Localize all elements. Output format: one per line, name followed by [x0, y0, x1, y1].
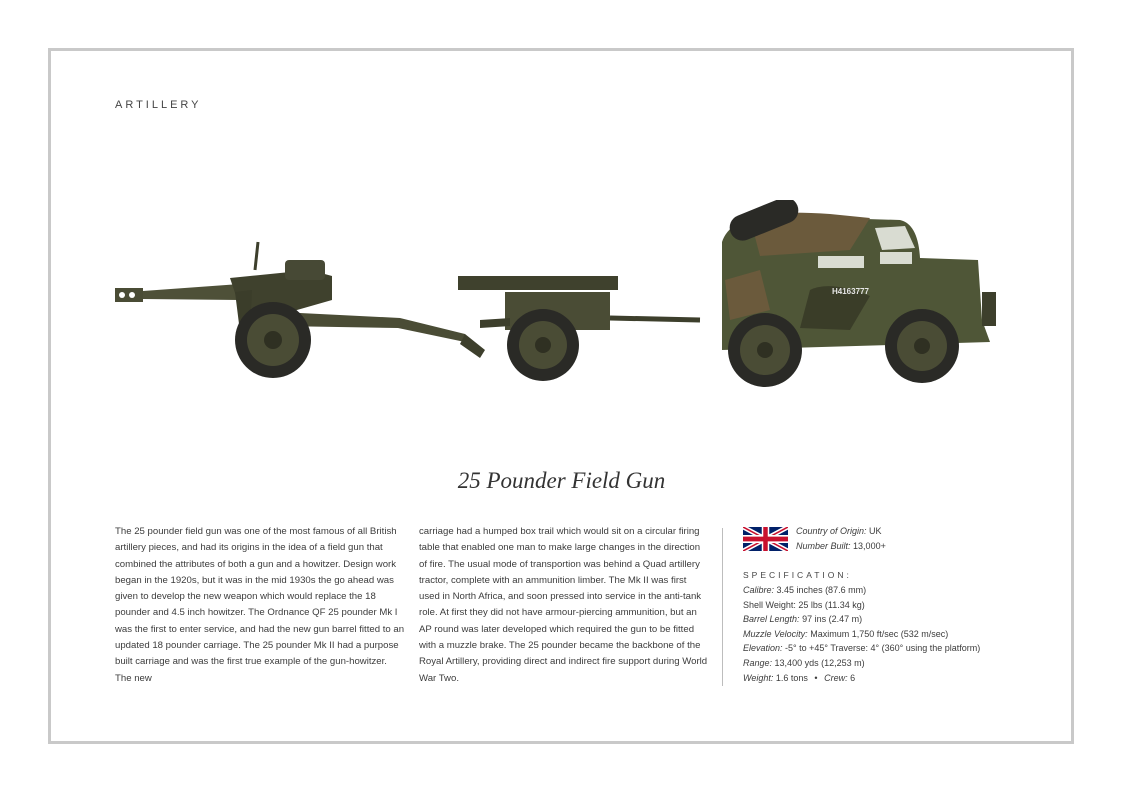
- spec-value: 97 ins (2.47 m): [802, 614, 863, 625]
- vehicle-marking: H4163777: [832, 287, 869, 296]
- spec-label: Calibre:: [743, 585, 775, 595]
- spec-calibre: [743, 583, 980, 598]
- spec-barrel-length: [743, 612, 980, 627]
- gun-barrel: [143, 284, 240, 300]
- spec-value: 13,400 yds (12,253 m): [774, 657, 865, 668]
- built-value: 13,000+: [853, 541, 886, 551]
- gun-tractor-illustration: [110, 200, 1010, 400]
- spec-value: -5° to +45° Traverse: 4° (360° using the platform): [785, 643, 981, 654]
- column-divider: [722, 528, 723, 686]
- built-label: Number Built:: [796, 541, 851, 551]
- limber-drawbar: [610, 318, 700, 320]
- country-of-origin: [796, 524, 886, 539]
- spec-label: Barrel Length:: [743, 614, 800, 625]
- spec-muzzle-velocity: [743, 627, 980, 642]
- description-column-2: carriage had a humped box trail which would sit on a circular firing table that enabled one man to make large changes in the direction of fire. The usual mode of transportion was behind a Quad artillery tractor, complete with an ammunition limber. The Mk II was first used in North Africa, and soon pressed into service in the anti-tank role. At first they did not have armour-piercing ammunition, but an AP round was later developed which required the gun to be fitted with a muzzle brake. The 25 pounder became the backbone of the Royal Artillery, providing direct and indirect fire support during World War Two.: [419, 526, 708, 684]
- limber-table: [458, 276, 618, 290]
- spec-label: Weight:: [743, 672, 774, 683]
- spec-label: Elevation:: [743, 643, 783, 654]
- category-label: ARTILLERY: [115, 99, 202, 111]
- poster-title: 25 Pounder Field Gun: [457, 468, 666, 493]
- country-label: Country of Origin:: [796, 526, 867, 536]
- specification-list: [743, 583, 980, 685]
- spec-value: 3.45 inches (87.6 mm): [776, 585, 867, 595]
- ammunition-limber: [458, 276, 700, 381]
- spec-value: Maximum 1,750 ft/sec (532 m/sec): [810, 628, 949, 639]
- spec-label: Crew:: [824, 672, 848, 683]
- spec-value: 1.6 tons: [775, 672, 808, 683]
- quad-tractor: [722, 200, 996, 387]
- spec-value: Shell Weight: 25 lbs (11.34 kg): [743, 599, 865, 610]
- spec-label: Range:: [743, 657, 773, 668]
- number-built: [796, 539, 886, 554]
- bullet-separator: •: [814, 672, 818, 683]
- country-value: UK: [869, 526, 882, 536]
- origin-info: [796, 524, 886, 554]
- spec-label: Muzzle Velocity:: [743, 628, 808, 639]
- spec-elevation: [743, 641, 980, 656]
- spec-range: [743, 656, 980, 671]
- field-gun: [115, 242, 485, 378]
- description-column-1: The 25 pounder field gun was one of the most famous of all British artillery pieces, and had its origins in the idea of a field gun that combined the attributes of both a gun and a howitzer. Design work began in the 1920s, but it was in the mid 1930s the go ahead was given to develop the new weapon which would replace the 18 pounder and 4.5 inch howitzer. The Ordnance QF 25 pounder Mk I was the first to enter service, and had the new gun barrel fitted to an updated 18 pounder carriage. The 25 pounder Mk II had a purpose built carriage and was the first true example of the gun-howitzer. The new: [115, 526, 405, 684]
- spec-shell-weight: [743, 598, 980, 613]
- specification-heading: SPECIFICATION:: [743, 570, 852, 580]
- spec-weight-crew: [743, 671, 980, 686]
- spec-value: 6: [850, 672, 856, 683]
- uk-flag-icon: [743, 527, 788, 551]
